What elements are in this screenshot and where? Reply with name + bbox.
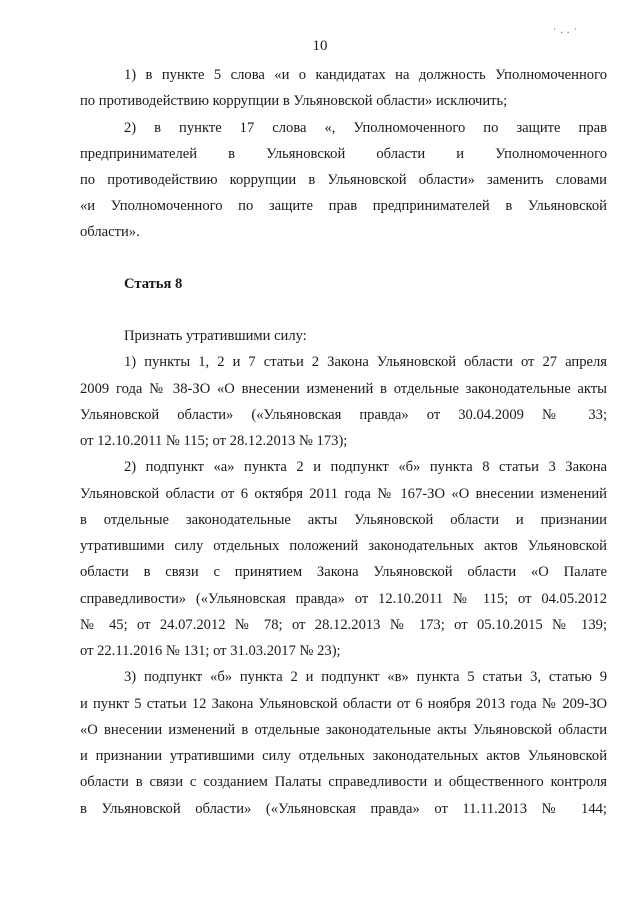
text-line: 1) в пункте 5 слова «и о кандидатах на должность Уполномоченного: [124, 67, 607, 83]
text-line: Ульяновской области» («Ульяновская правда» от 30.04.2009 № 33;: [80, 407, 607, 423]
text-line: в Ульяновской области» («Ульяновская правда» от 11.11.2013 № 144;: [80, 801, 607, 817]
text-line: 2009 года № 38-ЗО «О внесении изменений в отдельные законодательные акты: [80, 381, 607, 397]
text-line: предпринимателей в Ульяновской области и Уполномоченного: [80, 146, 607, 162]
text-line: от 22.11.2016 № 131; от 31.03.2017 № 23);: [80, 643, 341, 659]
text-line: 3) подпункт «б» пункта 2 и подпункт «в» пункта 5 статьи 3, статью 9: [124, 669, 607, 685]
text-line: и признании утратившими силу отдельных законодательных актов Ульяновской: [80, 748, 607, 764]
text-line: области в связи с принятием Закона Ульяновской области «О Палате: [80, 564, 607, 580]
text-line: от 12.10.2011 № 115; от 28.12.2013 № 173);: [80, 433, 348, 449]
page-number: 10: [312, 38, 328, 54]
text-line: 2) подпункт «а» пункта 2 и подпункт «б» пункта 8 статьи 3 Закона: [124, 459, 607, 475]
section-heading: Статья 8: [124, 276, 183, 292]
text-line: Ульяновской области от 6 октября 2011 года № 167-ЗО «О внесении изменений: [80, 486, 607, 502]
text-line: «О внесении изменений в отдельные законодательные акты Ульяновской области: [80, 722, 607, 738]
text-line: области».: [80, 224, 140, 240]
text-line: Признать утратившими силу:: [124, 328, 307, 344]
text-line: справедливости» («Ульяновская правда» от 12.10.2011 № 115; от 04.05.2012: [80, 591, 607, 607]
text-line: в отдельные законодательные акты Ульяновской области и признании: [80, 512, 607, 528]
text-line: утратившими силу отдельных положений законодательных актов Ульяновской: [80, 538, 607, 554]
scan-artifact-marks: ˙ · · ˙: [552, 28, 578, 39]
text-line: по противодействию коррупции в Ульяновской области» исключить;: [80, 93, 508, 109]
text-line: № 45; от 24.07.2012 № 78; от 28.12.2013 № 173; от 05.10.2015 № 139;: [80, 617, 607, 633]
text-line: по противодействию коррупции в Ульяновской области» заменить словами: [80, 172, 607, 188]
text-line: области в связи с созданием Палаты справедливости и общественного контроля: [80, 774, 607, 790]
text-line: 2) в пункте 17 слова «, Уполномоченного по защите прав: [124, 120, 607, 136]
text-line: и пункт 5 статьи 12 Закона Ульяновской области от 6 ноября 2013 года № 209-ЗО: [80, 696, 607, 712]
text-line: «и Уполномоченного по защите прав предпринимателей в Ульяновской: [80, 198, 607, 214]
text-line: 1) пункты 1, 2 и 7 статьи 2 Закона Ульяновской области от 27 апреля: [124, 354, 607, 370]
